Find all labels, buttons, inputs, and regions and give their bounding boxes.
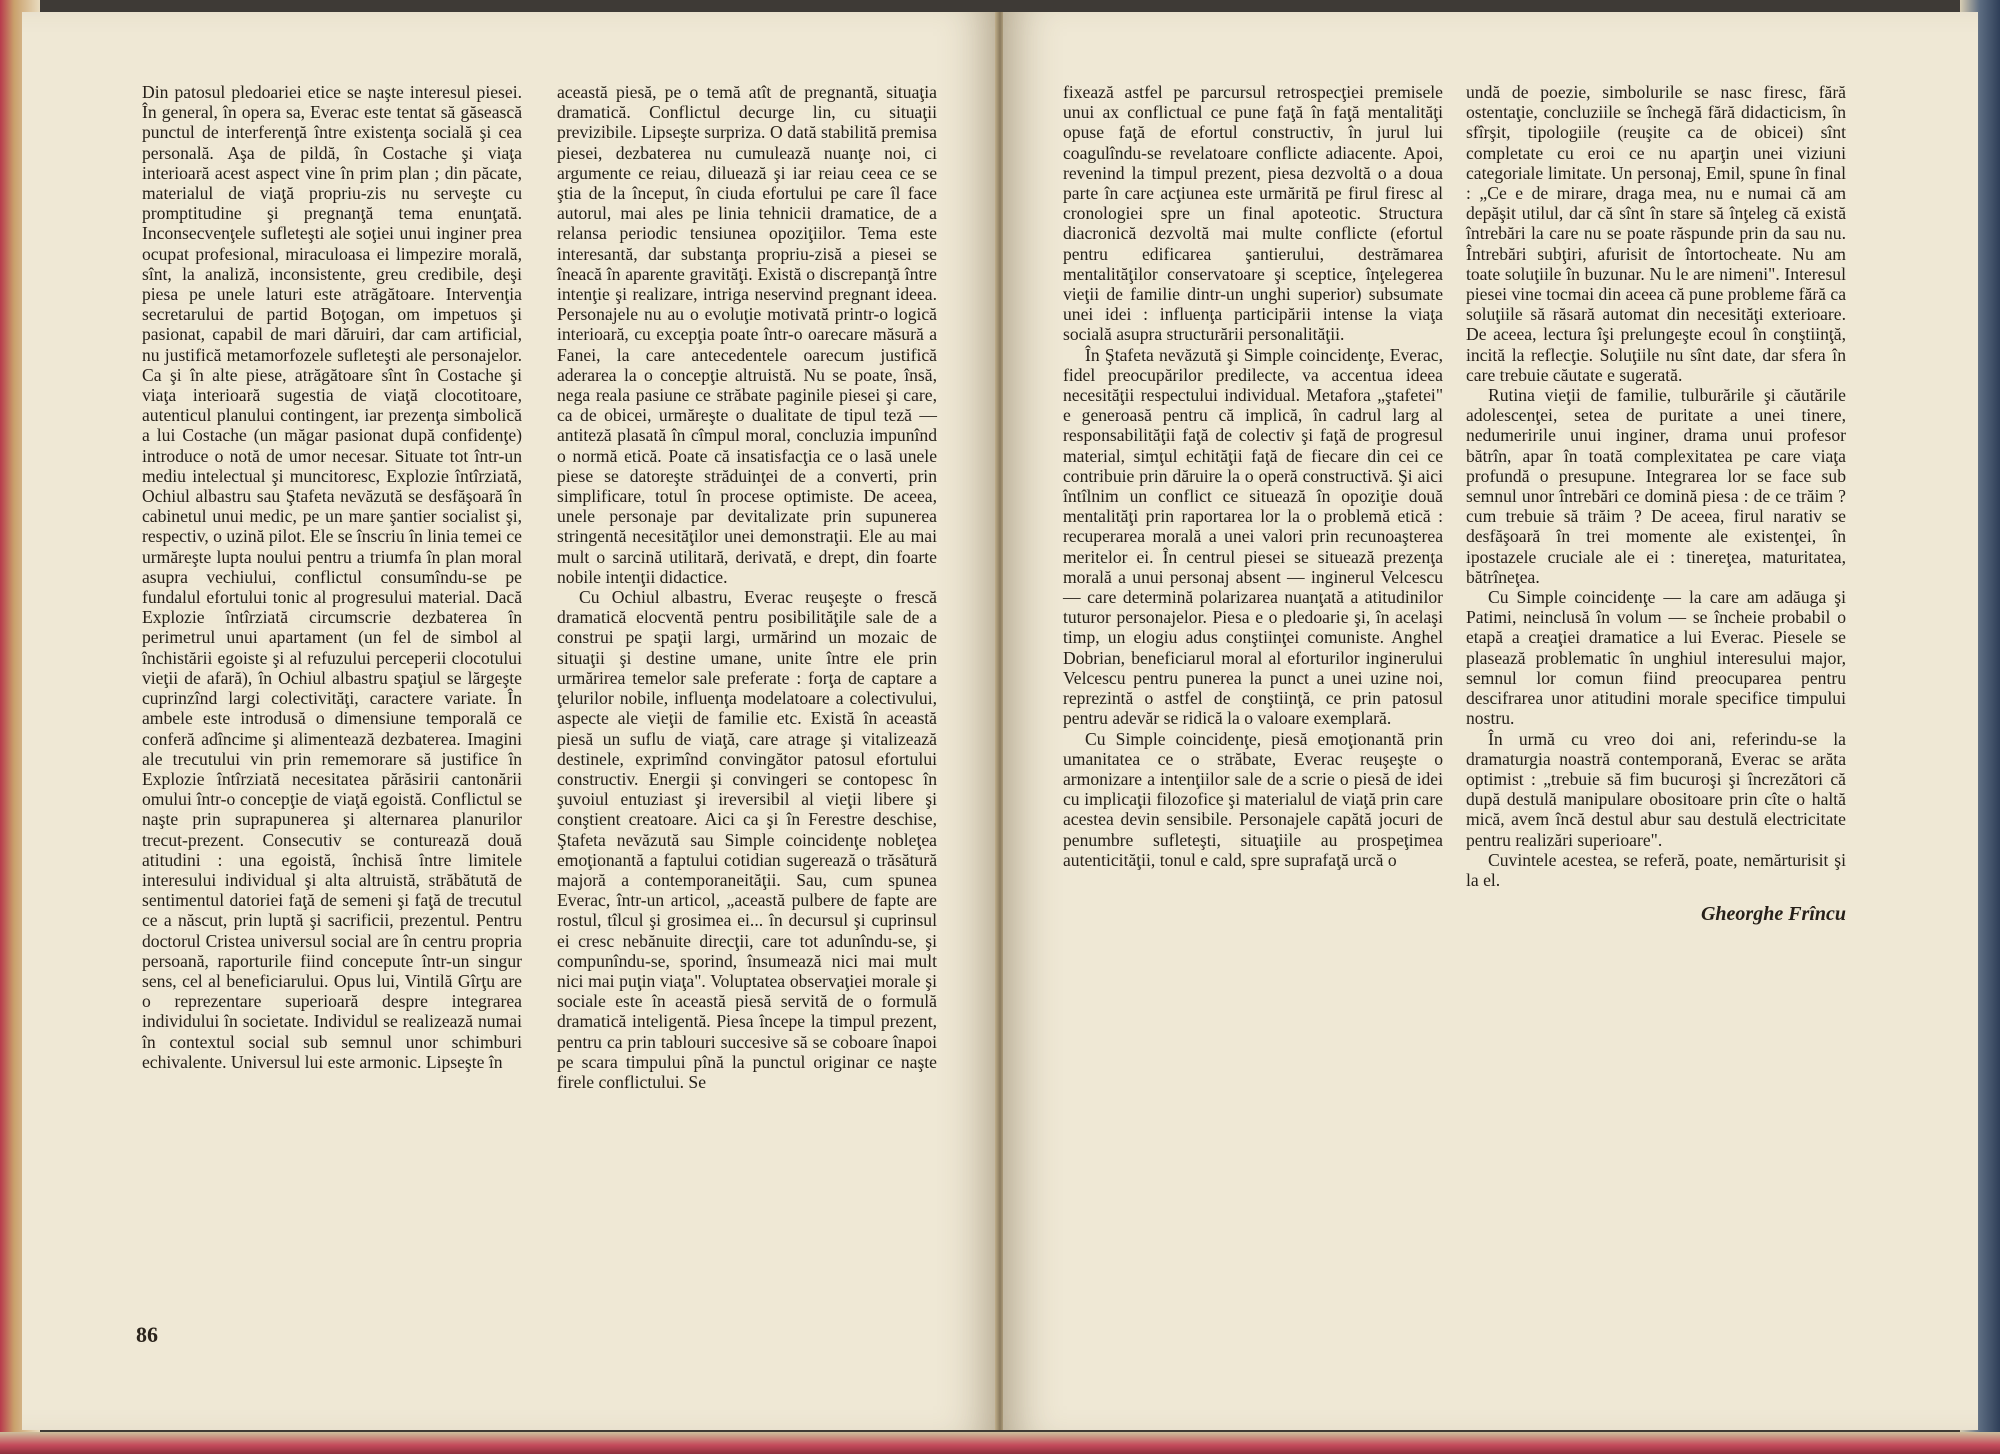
left-page [22, 12, 997, 1430]
paragraph: În Ştafeta nevăzută şi Simple coincidenţe, Everac, fidel preocupărilor predilecte, va accentua ideea necesităţii respectului individual. Metafora „ştafetei" e generoasă pentru că implică, în cadrul larg al responsabilităţii faţă de colectiv şi faţă de progresul material, simţul echităţii faţă de fiecare din cei ce contribuie prin dăruire la o operă constructivă. Şi aici întîlnim un conflict ce situează în opoziţie două mentalităţi prin raportarea lor la o problemă etică : recuperarea morală a unei valori prin recunoaşterea meritelor ei. În centrul piesei se situează prezenţa morală a unui personaj absent — inginerul Velcescu — care determină polarizarea nuanţată a atitudinilor tuturor personajelor. Piesa e o pledoarie şi, în acelaşi timp, un elogiu adus conştiinţei comuniste. Anghel Dobrian, beneficiarul moral al eforturilor inginerului Velcescu pentru punerea la punct a unei uzine noi, reprezintă o astfel de conştiinţă, ce prin patosul pentru adevăr se ridică la o valoare exemplară. [1063, 344, 1443, 729]
right-page [1003, 12, 1978, 1430]
paragraph: Din patosul pledoariei etice se naşte interesul piesei. În general, în opera sa, Everac este tentat să găsească punctul de interferenţă între existenţa socială şi cea personală. Aşa de pildă, în Costache şi viaţa interioară acest aspect vine în prim plan ; din păcate, materialul de viaţă propriu-zis nu serveşte cu promptitudine şi pregnanţă tema enunţată. Inconsecvenţele sufleteşti ale soţiei unui inginer prea ocupat profesional, miraculoasa ei limpezire morală, sînt, la analiză, inconsistente, greu credibile, deşi piesa pe unele laturi este atrăgătoare. Intervenţia secretarului de partid Boţogan, om impetuos şi pasionat, capabil de mari dăruiri, dar cam artificial, nu justifică metamorfozele sufleteşti ale personajelor. Ca şi în alte piese, atrăgătoare sînt în Costache şi viaţa interioară sugestia de viaţă clocotitoare, autenticul planului contingent, iar prezenţa simbolică a lui Costache (un măgar pasionat după confidenţe) introduce o notă de umor necesar. Situate tot într-un mediu intelectual şi muncitoresc, Explozie întîrziată, Ochiul albastru sau Ştafeta nevăzută se desfăşoară în cabinetul unui medic, pe un mare şantier socialist şi, respectiv, o uzină pilot. Ele se înscriu în linia temei ce urmăreşte lupta noului pentru a triumfa în plan moral asupra vechiului, conflictul consumîndu-se pe fundalul efortului tonic al progresului material. Dacă Explozie întîrziată circumscrie dezbaterea în perimetrul unui apartament (un fel de simbol al închistării egoiste şi al refuzului perceperii clocotului vieţii de afară), în Ochiul albastru spaţiul se lărgeşte cuprinzînd largi colectivităţi, caractere variate. În ambele este introdusă o dimensiune temporală ce conferă adîncime şi alimentează dezbaterea. Imagini ale trecutului vin prin rememorare să justifice în Explozie întîrziată necesitatea părăsirii cantonării omului într-o concepţie de viaţă egoistă. Conflictul se naşte prin suprapunerea şi alternarea planurilor trecut-prezent. Consecutiv se conturează două atitudini : una egoistă, închisă între limitele interesului individual şi alta altruistă, străbătută de sentimentul datoriei faţă de semeni şi faţă de trecutul ce a născut, prin luptă şi sacrificii, prezentul. Pentru doctorul Cristea universul social are în centru propria persoană, raporturile fiind concepute într-un singur sens, cel al beneficiarului. Opus lui, Vintilă Gîrţu are o reprezentare superioară despre integrarea individului în societate. Individul se realizează numai în contextul social sub semnul unor schimburi echivalente. Universul lui este armonic. Lipseşte în [142, 82, 522, 1072]
paragraph: În urmă cu vreo doi ani, referindu-se la dramaturgia noastră contemporană, Everac se arăta optimist : „trebuie să fim bucuroşi şi încrezători că după destulă manipulare obositoare prin cîte o haltă mică, avem încă destul abur sau destulă electricitate pentru realizări superioare". [1466, 728, 1846, 850]
page-number: 86 [136, 1322, 158, 1347]
book-edge-bottom [0, 1432, 2000, 1454]
left-page-column-2 [557, 82, 937, 1092]
paragraph: Cuvintele acestea, se referă, poate, nemărturisit şi la el. [1466, 849, 1846, 890]
paragraph: Cu Ochiul albastru, Everac reuşeşte o frescă dramatică elocventă pentru posibilităţile sale de a construi pe spaţii largi, urmărind un mozaic de situaţii şi destine umane, unite între ele prin urmărirea temelor sale preferate : forţa de captare a ţelurilor nobile, influenţa modelatoare a colectivului, aspecte ale vieţii de familie etc. Există în această piesă un suflu de viaţă, care atrage şi vitalizează destinele, exprimînd convingător patosul efortului constructiv. Energii şi convingeri se contopesc în şuvoiul entuziast şi ireversibil al vieţii libere şi conştient creatoare. Aici ca şi în Ferestre deschise, Ştafeta nevăzută sau Simple coincidenţe nobleţea emoţionantă a faptului cotidian sugerează o trăsătură majoră a contemporaneităţii. Sau, cum spunea Everac, într-un articol, „această pulbere de fapte are rostul, tîlcul şi grosimea ei... în decursul şi cuprinsul ei cresc nebănuite direcţii, care tot adunîndu-se, şi compunîndu-se, sporind, însumează nici mai mult nici mai puţin viaţa". Voluptatea observaţiei morale şi sociale este în această piesă servită de o formulă dramatică inteligentă. Piesa începe la timpul prezent, pentru ca prin tablouri succesive să se coboare înapoi pe scara timpului pînă la punctul originar ce naşte firele conflictului. Se [557, 587, 937, 1092]
paragraph: fixează astfel pe parcursul retrospecţiei premisele unui ax conflictual ce pune faţă în faţă mentalităţi opuse faţă de efortul constructiv, în jurul lui coagulîndu-se revelatoare conflicte adiacente. Apoi, revenind la timpul prezent, piesa dezvoltă o a doua parte în care acţiunea este urmărită pe firul firesc al cronologiei spre un final apoteotic. Structura diacronică dezvoltă mai multe conflicte (efortul pentru edificarea şantierului, destrămarea mentalităţilor conservatoare şi sceptice, înţelegerea vieţii de familie dintr-un unghi superior) subsumate unei idei : influenţa participării intense la viaţa socială asupra structurării personalităţii. [1063, 82, 1443, 345]
author-signature: Gheorghe Frîncu [1700, 903, 1846, 926]
paragraph: Rutina vieţii de familie, tulburările şi căutările adolescenţei, setea de puritate a unei tinere, nedumeririle unui inginer, drama unui profesor bătrîn, apar în toată complexitatea pe care viaţa profundă o presupune. Integrarea lor se face sub semnul unor întrebări ce domină piesa : de ce trăim ? cum trebuie să trăim ? De aceea, firul narativ se desfăşoară în trei momente ale existenţei, în ipostazele cruciale ale ei : tinereţea, maturitatea, bătrîneţea. [1466, 385, 1846, 587]
paragraph: undă de poezie, simbolurile se nasc firesc, fără ostentaţie, concluziile se închegă fără didacticism, în sfîrşit, tipologiile (reuşite ca de obicei) sînt completate cu eroi ce nu aparţin unei viziuni categoriale limitate. Un personaj, Emil, spune în final : „Ce e de mirare, draga mea, nu e numai că am depăşit utilul, dar că sînt în stare să înţeleg că există întrebări la care nu se poate răspunde prin da sau nu. Întrebări subţiri, afurisit de întortocheate. Nu am toate soluţiile în buzunar. Nu le are nimeni". Interesul piesei vine tocmai din aceea că pune probleme fără ca soluţiile să răsară automat din necesităţi exterioare. De aceea, lectura îşi prelungeşte ecoul în conştiinţă, incită la reflecţie. Soluţiile nu sînt date, dar sfera în care trebuie căutate e sugerată. [1466, 82, 1846, 385]
right-page-column-1 [1063, 82, 1443, 870]
paragraph: Cu Simple coincidenţe — la care am adăuga şi Patimi, neinclusă în volum — se încheie probabil o etapă a creaţiei dramatice a lui Everac. Piesele se plasează problematic în unghiul interesului major, semnul lor comun fiind preocuparea pentru descifrarea unor atitudini morale specifice timpului nostru. [1466, 587, 1846, 729]
paragraph: Cu Simple coincidenţe, piesă emoţionantă prin umanitatea ce o străbate, Everac reuşeşte o armonizare a intenţiilor sale de a scrie o piesă de idei cu implicaţii filozofice şi materialul de viaţă prin care acestea devin sensibile. Personajele capătă jocuri de penumbre sufleteşti, situaţiile au prospeţimea autenticităţii, tonul e cald, spre suprafaţă urcă o [1063, 728, 1443, 870]
right-page-column-2 [1466, 82, 1846, 924]
paragraph: această piesă, pe o temă atît de pregnantă, situaţia dramatică. Conflictul decurge lin, cu situaţii previzibile. Lipseşte surpriza. O dată stabilită premisa piesei, dezbaterea nu cumulează nuanţe noi, ci argumente ce reiau, diluează şi iar reiau ceea ce se ştia de la început, în ciuda efortului pe care îl face autorul, mai ales pe linia tehnicii dramatice, de a relansa periodic tensiunea opoziţiilor. Tema este interesantă, dar substanţa propriu-zisă a piesei se îneacă în aparente gravităţi. Există o discrepanţă între intenţie şi realizare, intriga neservind pregnant ideea. Personajele nu au o evoluţie motivată printr-o logică interioară, cu excepţia poate într-o oarecare măsură a Fanei, la care antecedentele oarecum justifică aderarea la o concepţie altruistă. Nu se poate, însă, nega reala pasiune ce străbate paginile piesei şi care, ca de obicei, urmăreşte o dualitate de tipul teză — antiteză plasată în cîmpul moral, concluzia impunînd o normă etică. Poate că insatisfacţia ce o lasă unele piese se datoreşte străduinţei de a converti, prin simplificare, totul în procese optimiste. De aceea, unele personaje par devitalizate prin supunerea stringentă necesităţilor unei demonstraţii. Ele au mai mult o sarcină utilitară, derivată, e drept, din foarte nobile intenţii didactice. [557, 82, 937, 587]
left-page-column-1 [142, 82, 522, 1072]
